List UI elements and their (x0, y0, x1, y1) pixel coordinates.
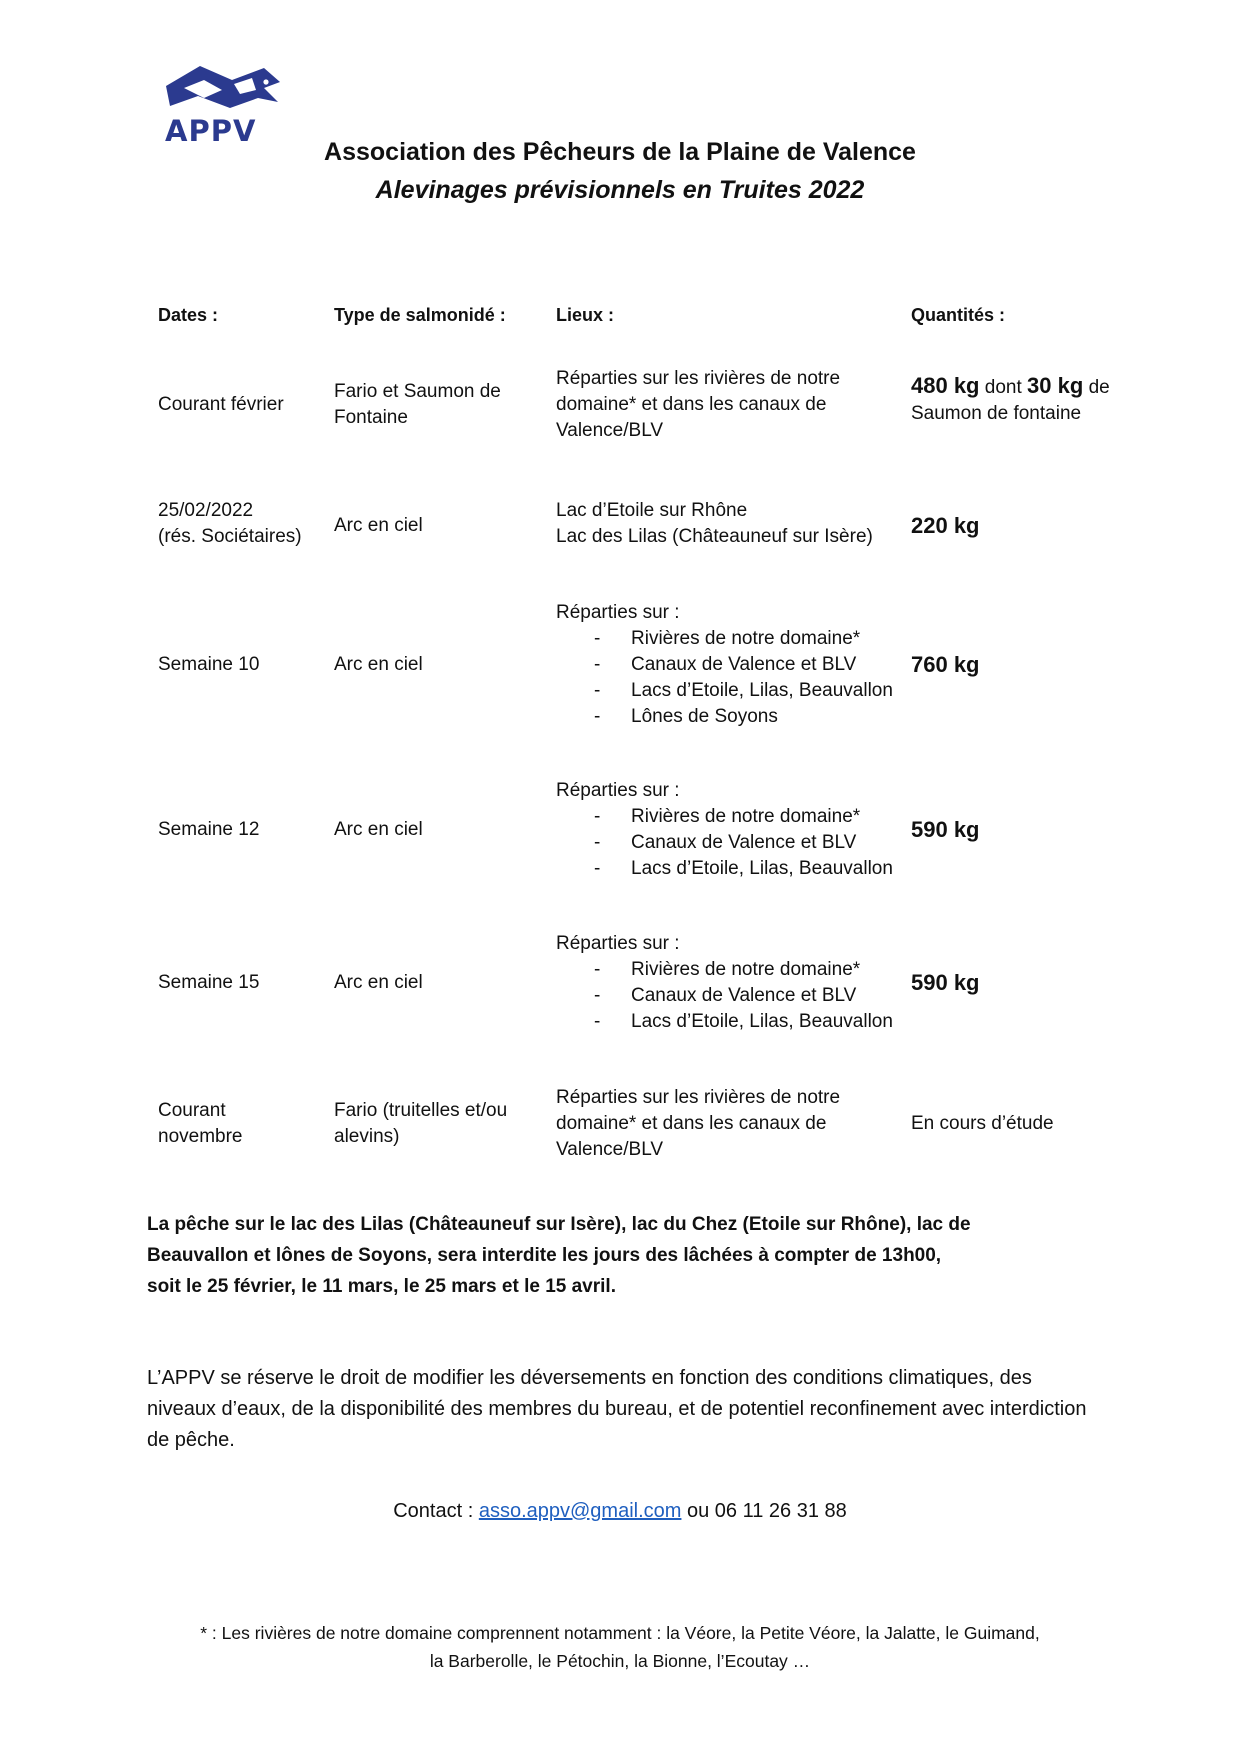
list-item: - Lônes de Soyons (556, 704, 901, 730)
row-date: Semaine 12 (158, 819, 260, 840)
lieux-intro: Réparties sur : (556, 933, 680, 954)
row-quantite: 590 kg (911, 970, 980, 995)
row-quantite: 590 kg (911, 817, 980, 842)
row-lieux (556, 778, 901, 882)
contact-label: Contact : (393, 1500, 479, 1522)
footnote-line: la Barberolle, le Pétochin, la Bionne, l’Ecoutay … (429, 1651, 811, 1671)
row-date: Courant février (158, 394, 284, 415)
row-date-line2: novembre (158, 1126, 243, 1147)
table-row (158, 1084, 1118, 1164)
row-lieux-line1: Lac d’Etoile sur Rhône (556, 500, 748, 521)
qty-partial: 30 kg (1027, 373, 1084, 398)
page-subtitle: Alevinages prévisionnels en Truites 2022 (375, 176, 865, 204)
header-dates: Dates : (158, 305, 219, 325)
header-quantites: Quantités : (911, 305, 1006, 325)
table-row (158, 931, 1118, 1035)
list-item: - Lacs d’Etoile, Lilas, Beauvallon (556, 856, 901, 882)
table-row (158, 498, 1118, 554)
table-row (158, 778, 1118, 882)
row-lieux (556, 498, 901, 554)
row-quantite: En cours d’étude (911, 1113, 1054, 1134)
page-title: Association des Pêcheurs de la Plaine de Valence (324, 138, 916, 166)
footnote (0, 1619, 1240, 1675)
row-lieux-line2: Lac des Lilas (Châteauneuf sur Isère) (556, 526, 873, 547)
row-date-line1: 25/02/2022 (158, 500, 254, 521)
contact-phone: ou 06 11 26 31 88 (681, 1500, 847, 1522)
row-date (158, 1084, 328, 1178)
row-type: Fario et Saumon de Fontaine (334, 381, 501, 428)
row-lieux (556, 931, 901, 1035)
lieux-intro: Réparties sur : (556, 602, 680, 623)
lieux-list (556, 626, 901, 730)
footnote-line: * : Les rivières de notre domaine comprennent notamment : la Véore, la Petite Véore, la Jalatte, le Guimand, (200, 1623, 1040, 1643)
table-row (158, 600, 1118, 730)
notice-line: La pêche sur le lac des Lilas (Châteauneuf sur Isère), lac du Chez (Etoile sur Rhône), lac de (147, 1214, 971, 1235)
qty-rest: de Saumon de fontaine (911, 377, 1110, 424)
row-date: Semaine 15 (158, 972, 260, 993)
qty-connector: dont (979, 377, 1028, 398)
row-lieux (556, 600, 901, 730)
row-lieux: Réparties sur les rivières de notre domaine* et dans les canaux de Valence/BLV (556, 1087, 841, 1160)
lieux-intro: Réparties sur : (556, 780, 680, 801)
row-quantite: 220 kg (911, 513, 980, 538)
qty-total: 480 kg (911, 373, 980, 398)
header-lieux: Lieux : (556, 305, 615, 325)
list-item: - Lacs d’Etoile, Lilas, Beauvallon (556, 678, 901, 704)
contact-line (0, 1500, 1240, 1523)
lieux-list (556, 957, 901, 1035)
disclaimer-paragraph: L’APPV se réserve le droit de modifier les déversements en fonction des conditions climatiques, des niveaux d’eaux, de la disponibilité des membres du bureau, et de potentiel reconfinement avec interdiction de pêche. (147, 1367, 1087, 1451)
contact-email-link[interactable]: asso.appv@gmail.com (478, 1500, 682, 1522)
row-lieux: Réparties sur les rivières de notre domaine* et dans les canaux de Valence/BLV (556, 368, 841, 441)
closure-notice (147, 1209, 1007, 1302)
row-date-line2: (rés. Sociétaires) (158, 526, 302, 547)
notice-line: Beauvallon et lônes de Soyons, sera interdite les jours des lâchées à compter de 13h00, (147, 1245, 942, 1266)
row-type: Fario (truitelles et/ou alevins) (334, 1100, 508, 1147)
table-row (158, 365, 1118, 445)
row-quantite: 760 kg (911, 652, 980, 677)
row-date: Semaine 10 (158, 654, 260, 675)
list-item: - Canaux de Valence et BLV (556, 830, 901, 856)
row-date (158, 498, 328, 554)
row-type: Arc en ciel (334, 972, 423, 993)
row-type: Arc en ciel (334, 654, 423, 675)
list-item: - Lacs d’Etoile, Lilas, Beauvallon (556, 1009, 901, 1035)
lieux-list (556, 804, 901, 882)
row-quantite (911, 365, 1121, 453)
row-date-line1: Courant (158, 1100, 226, 1121)
notice-line: soit le 25 février, le 11 mars, le 25 mars et le 15 avril. (147, 1276, 616, 1297)
header-type: Type de salmonidé : (334, 305, 506, 325)
list-item: - Canaux de Valence et BLV (556, 652, 901, 678)
row-type: Arc en ciel (334, 819, 423, 840)
list-item: - Rivières de notre domaine* (556, 804, 901, 830)
list-item: - Rivières de notre domaine* (556, 626, 901, 652)
list-item: - Rivières de notre domaine* (556, 957, 901, 983)
list-item: - Canaux de Valence et BLV (556, 983, 901, 1009)
logo-text: APPV (165, 114, 257, 148)
row-type: Arc en ciel (334, 515, 423, 536)
